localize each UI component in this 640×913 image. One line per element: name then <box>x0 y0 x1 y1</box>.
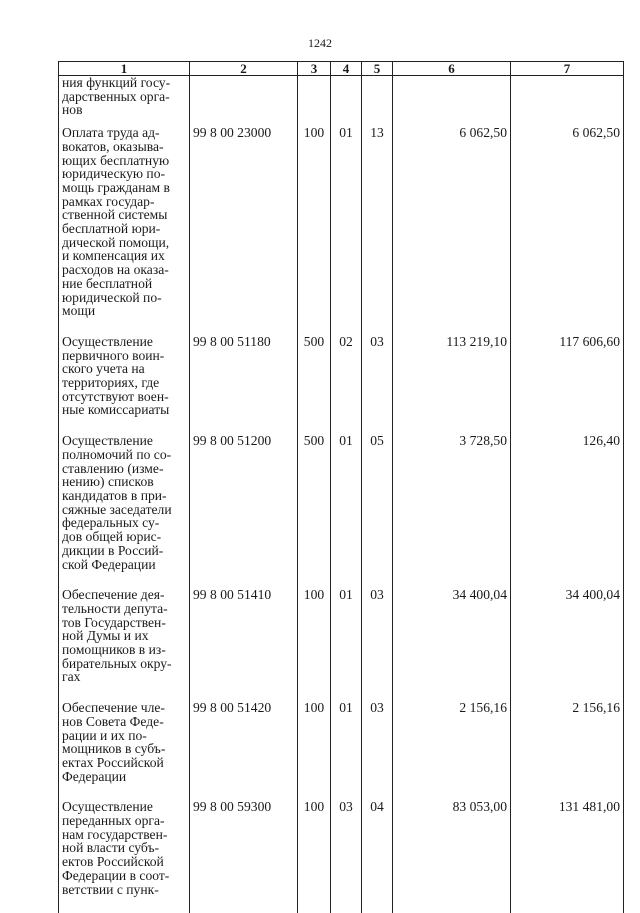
column-header-6: 6 <box>393 62 511 76</box>
row-name-line: нов <box>62 103 186 117</box>
row-col-3: 100 <box>298 800 331 913</box>
row-col-3: 100 <box>298 701 331 800</box>
row-name-line: Осуществление <box>62 800 186 814</box>
row-name-line: ставлению (изме- <box>62 462 186 476</box>
row-col-5: 13 <box>362 126 393 335</box>
row-code <box>190 76 298 127</box>
row-col-4: 01 <box>331 588 362 701</box>
row-name <box>59 126 190 335</box>
row-col-4: 02 <box>331 335 362 434</box>
row-name-line: Осуществление <box>62 335 186 349</box>
row-name-line: федеральных су- <box>62 516 186 530</box>
row-name-line: переданных орга- <box>62 814 186 828</box>
row-name-line: Обеспечение чле- <box>62 701 186 715</box>
row-col-3: 100 <box>298 588 331 701</box>
row-name-line: рамках государ- <box>62 195 186 209</box>
row-col-3: 500 <box>298 434 331 588</box>
row-name-line: бирательных окру- <box>62 657 186 671</box>
row-name-line: ния функций госу- <box>62 76 186 90</box>
row-code: 99 8 00 51180 <box>190 335 298 434</box>
table-row <box>59 335 624 434</box>
row-code: 99 8 00 51200 <box>190 434 298 588</box>
row-name-line: первичного воин- <box>62 349 186 363</box>
row-col-5: 03 <box>362 335 393 434</box>
row-name-line: тельности депута- <box>62 602 186 616</box>
row-name-line: ной власти субъ- <box>62 841 186 855</box>
row-name-line: нам государствен- <box>62 828 186 842</box>
row-col-3: 500 <box>298 335 331 434</box>
row-name <box>59 800 190 913</box>
table-row <box>59 588 624 701</box>
row-col-4: 03 <box>331 800 362 913</box>
row-name-line: Осуществление <box>62 434 186 448</box>
row-name-line: полномочий по со- <box>62 448 186 462</box>
row-name-line: и компенсация их <box>62 249 186 263</box>
row-name-line: юридическую по- <box>62 167 186 181</box>
row-name-line: тов Государствен- <box>62 616 186 630</box>
row-name-line: рации и их по- <box>62 729 186 743</box>
row-col-6: 2 156,16 <box>393 701 511 800</box>
row-name-line: дарственных орга- <box>62 90 186 104</box>
row-code: 99 8 00 23000 <box>190 126 298 335</box>
row-name-line: дикции в Россий- <box>62 544 186 558</box>
row-name-line: дов общей юрис- <box>62 530 186 544</box>
row-name <box>59 76 190 127</box>
row-name-line: ектах Российской <box>62 756 186 770</box>
row-name-line: дической помощи, <box>62 236 186 250</box>
row-code: 99 8 00 51410 <box>190 588 298 701</box>
header-row <box>59 62 624 76</box>
row-name-line: юридической по- <box>62 291 186 305</box>
row-col-7: 2 156,16 <box>511 701 624 800</box>
row-name-line: ветствии с пунк- <box>62 883 186 897</box>
row-name-line: ектов Российской <box>62 855 186 869</box>
row-name-line: бесплатной юри- <box>62 222 186 236</box>
row-name-line: Обеспечение дея- <box>62 588 186 602</box>
row-name <box>59 335 190 434</box>
row-name-line: ние бесплатной <box>62 277 186 291</box>
row-col-7: 126,40 <box>511 434 624 588</box>
row-name-line: ные комиссариаты <box>62 403 186 417</box>
row-col-7: 131 481,00 <box>511 800 624 913</box>
column-header-2: 2 <box>190 62 298 76</box>
row-name-line: ющих бесплатную <box>62 154 186 168</box>
row-name <box>59 588 190 701</box>
row-col-6: 6 062,50 <box>393 126 511 335</box>
row-col-6 <box>393 76 511 127</box>
row-col-5: 05 <box>362 434 393 588</box>
table-row <box>59 701 624 800</box>
row-name-line: ной Думы и их <box>62 629 186 643</box>
table-row <box>59 800 624 913</box>
column-header-7: 7 <box>511 62 624 76</box>
row-col-6: 83 053,00 <box>393 800 511 913</box>
row-name-line: отсутствуют воен- <box>62 390 186 404</box>
row-name-line: помощников в из- <box>62 643 186 657</box>
row-name-line: кандидатов в при- <box>62 489 186 503</box>
row-name <box>59 701 190 800</box>
row-name-line: мощников в субъ- <box>62 742 186 756</box>
row-col-3 <box>298 76 331 127</box>
budget-table <box>58 61 624 913</box>
row-name-line: мощи <box>62 304 186 318</box>
row-col-4: 01 <box>331 434 362 588</box>
column-header-4: 4 <box>331 62 362 76</box>
row-name-line: территориях, где <box>62 376 186 390</box>
row-name-line: сяжные заседатели <box>62 503 186 517</box>
row-name <box>59 434 190 588</box>
table-row <box>59 126 624 335</box>
row-name-line: Оплата труда ад- <box>62 126 186 140</box>
row-code: 99 8 00 59300 <box>190 800 298 913</box>
row-name-line: мощь гражданам в <box>62 181 186 195</box>
row-name-line: вокатов, оказыва- <box>62 140 186 154</box>
row-col-5 <box>362 76 393 127</box>
table-row <box>59 434 624 588</box>
row-col-4: 01 <box>331 701 362 800</box>
row-name-line: ской Федерации <box>62 558 186 572</box>
row-name-line: Федерации в соот- <box>62 869 186 883</box>
row-col-6: 34 400,04 <box>393 588 511 701</box>
row-code: 99 8 00 51420 <box>190 701 298 800</box>
row-col-7: 117 606,60 <box>511 335 624 434</box>
row-col-3: 100 <box>298 126 331 335</box>
row-name-line: расходов на оказа- <box>62 263 186 277</box>
row-col-7: 6 062,50 <box>511 126 624 335</box>
column-header-5: 5 <box>362 62 393 76</box>
row-col-6: 113 219,10 <box>393 335 511 434</box>
row-col-5: 03 <box>362 701 393 800</box>
row-name-line: ственной системы <box>62 208 186 222</box>
row-col-5: 04 <box>362 800 393 913</box>
row-name-line: гах <box>62 670 186 684</box>
row-name-line: нов Совета Феде- <box>62 715 186 729</box>
row-col-6: 3 728,50 <box>393 434 511 588</box>
table-body <box>59 76 624 913</box>
table-row <box>59 76 624 127</box>
row-col-7 <box>511 76 624 127</box>
row-col-4: 01 <box>331 126 362 335</box>
column-header-1: 1 <box>59 62 190 76</box>
row-col-5: 03 <box>362 588 393 701</box>
table-header <box>59 62 624 76</box>
row-col-7: 34 400,04 <box>511 588 624 701</box>
page-number: 1242 <box>0 36 640 51</box>
row-col-4 <box>331 76 362 127</box>
row-name-line: ского учета на <box>62 362 186 376</box>
column-header-3: 3 <box>298 62 331 76</box>
row-name-line: нению) списков <box>62 475 186 489</box>
row-name-line: Федерации <box>62 770 186 784</box>
